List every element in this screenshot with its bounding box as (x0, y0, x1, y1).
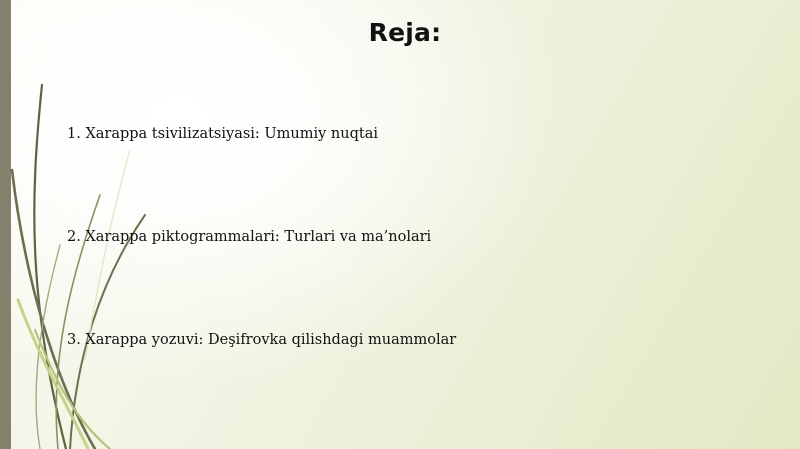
plan-item-3: 3. Xarappa yozuvi: Deşifrovka qilishdagi muammolar (67, 332, 457, 348)
plan-item-1: 1. Xarappa tsivilizatsiyasi: Umumiy nuqtai (67, 126, 378, 142)
grass-stems-decoration (0, 0, 160, 449)
slide-title: Reja: (368, 18, 442, 47)
plan-item-2: 2. Xarappa piktogrammalari: Turlari va ma’nolari (67, 229, 432, 245)
